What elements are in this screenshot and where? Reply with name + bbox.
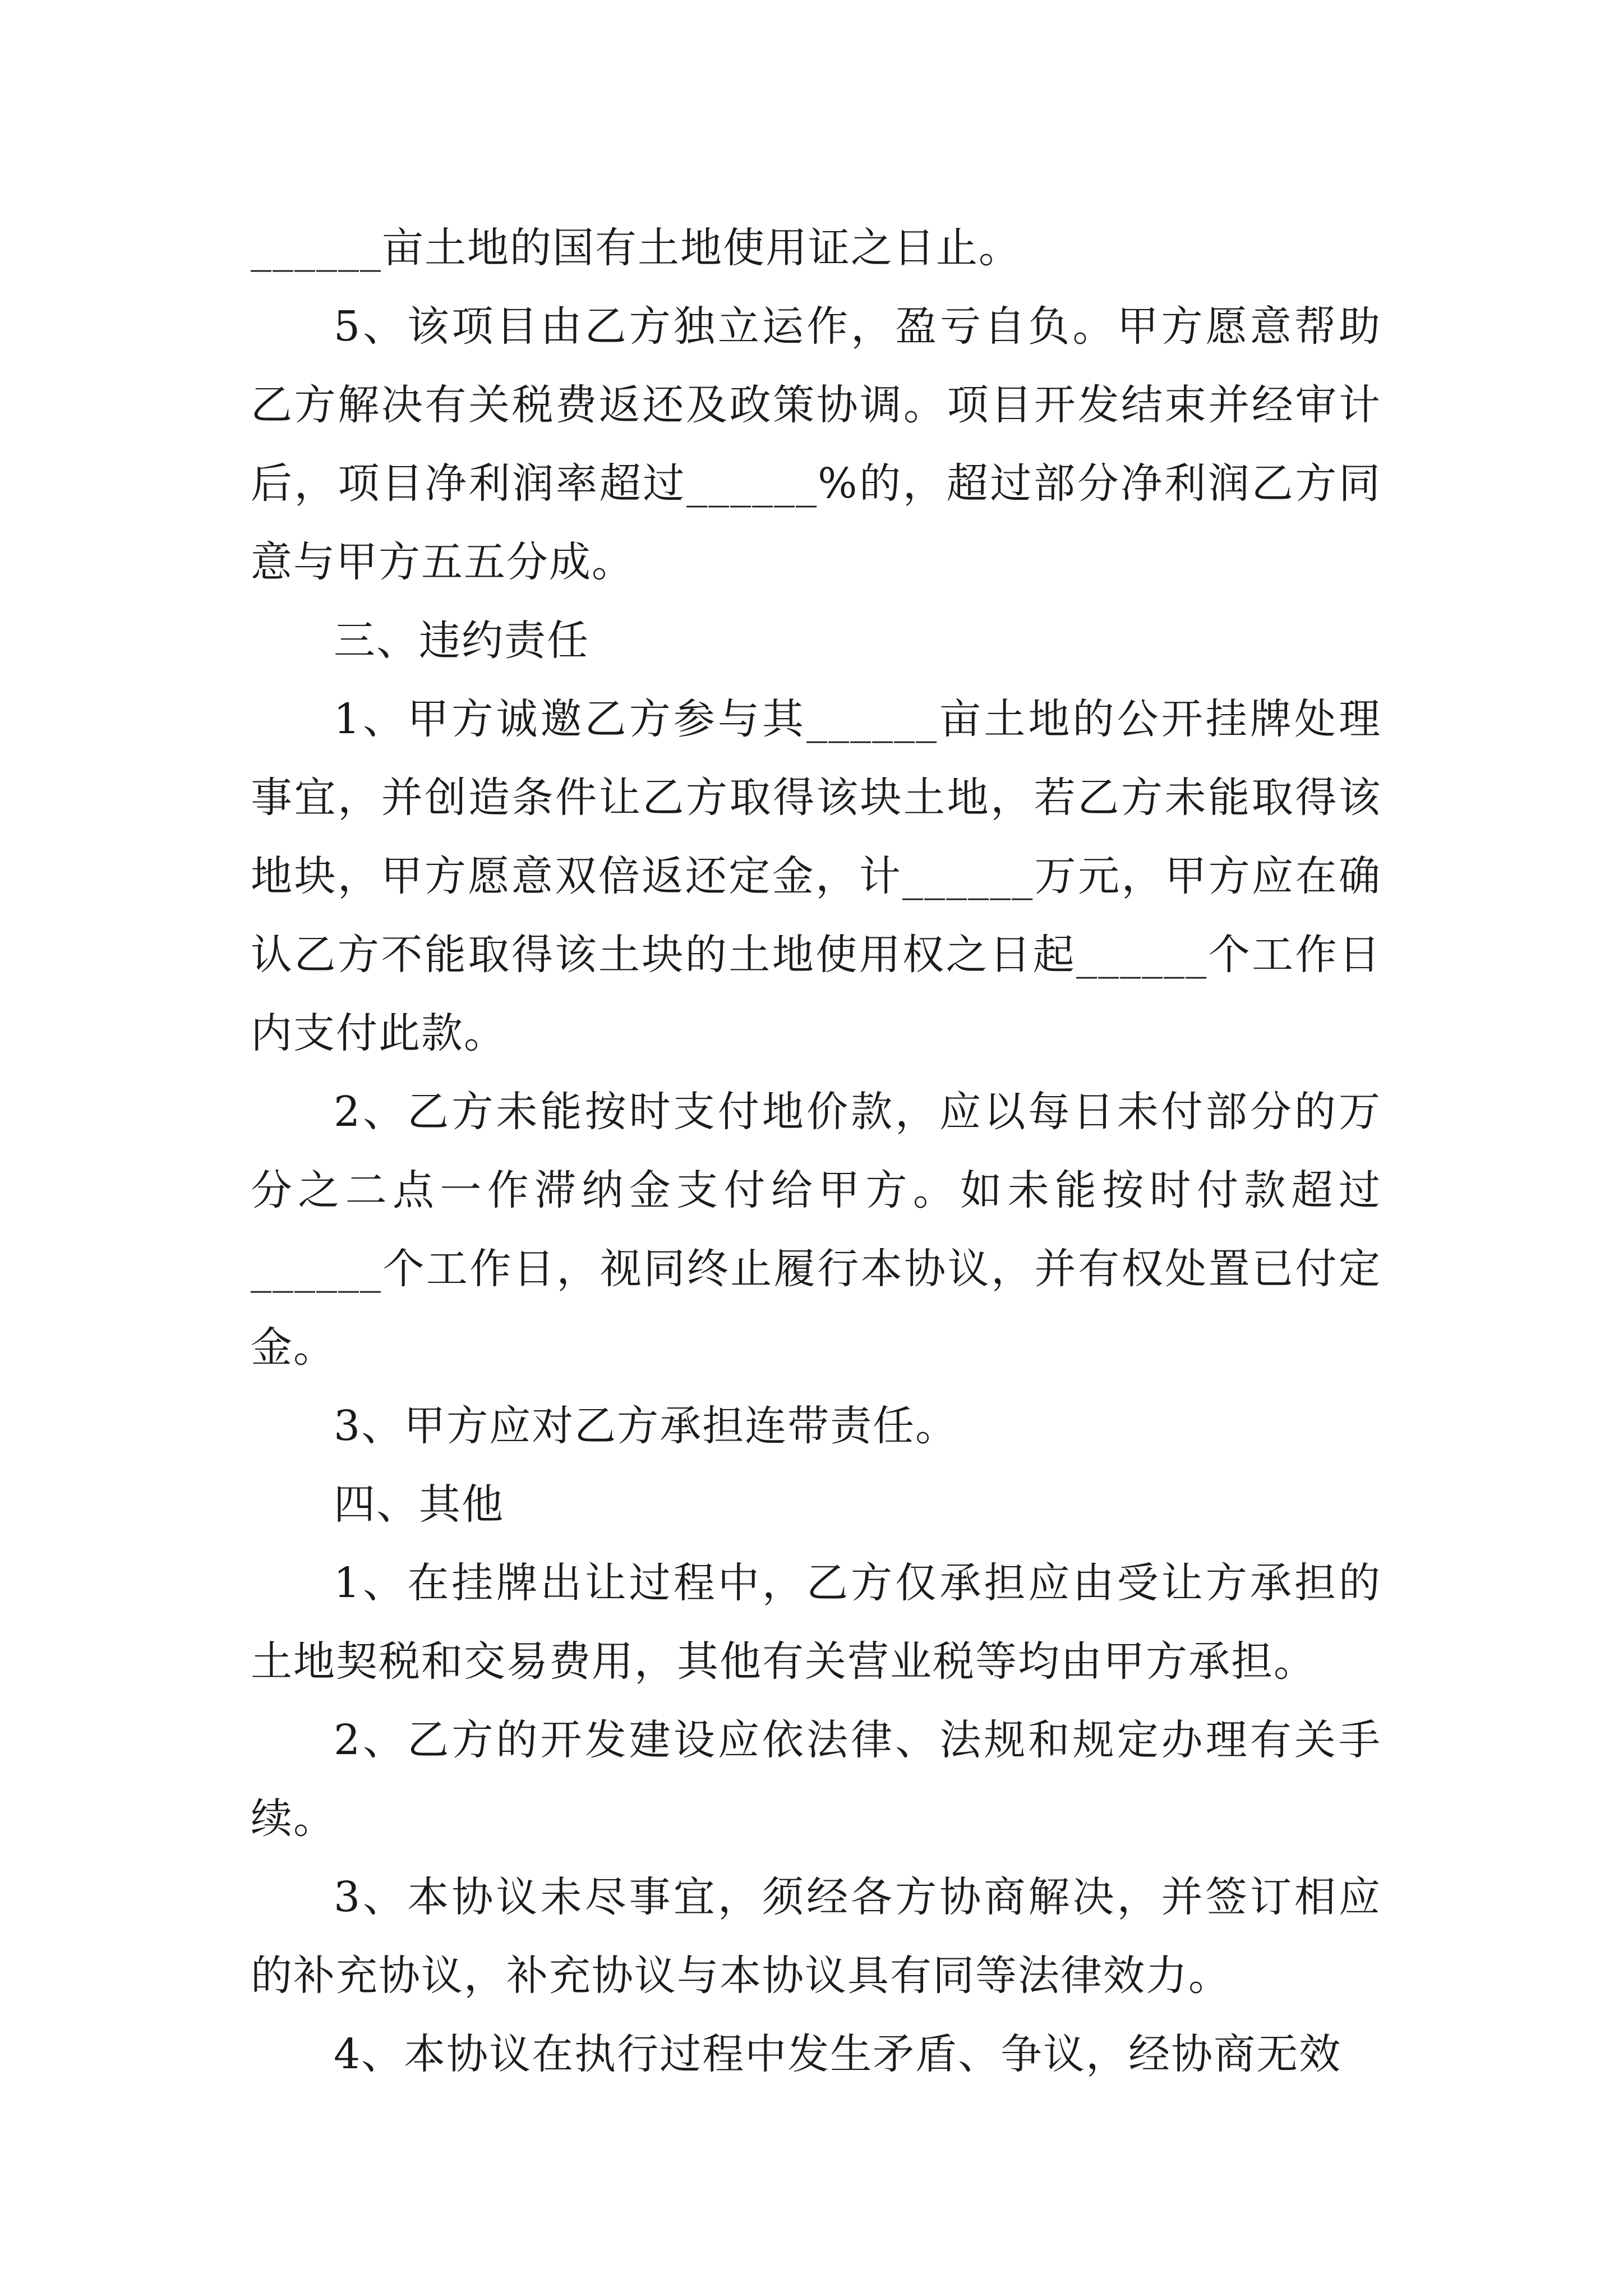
section-heading-breach-liability: 三、违约责任 [334, 616, 589, 665]
document-body [251, 209, 1381, 2093]
paragraph-breach-clause-2: 2、乙方未能按时支付地价款，应以每日未付部分的万分之二点一作滞纳金支付给甲方。如未能按时付款超过______个工作日，视同终止履行本协议，并有权处置已付定金。 [251, 1088, 1381, 1372]
paragraph-breach-clause-3: 3、甲方应对乙方承担连带责任。 [334, 1402, 958, 1450]
paragraph-breach-clause-1: 1、甲方诚邀乙方参与其______亩土地的公开挂牌处理事宜，并创造条件让乙方取得该块土地，若乙方未能取得该地块，甲方愿意双倍返还定金，计______万元，甲方应在确认乙方不能取得该土块的土地使用权之日起______个工作日内支付此款。 [251, 695, 1381, 1057]
paragraph-other-clause-3: 3、本协议未尽事宜，须经各方协商解决，并签订相应的补充协议，补充协议与本协议具有同等法律效力。 [251, 1873, 1381, 2000]
paragraph-other-clause-4: 4、本协议在执行过程中发生矛盾、争议，经协商无效 [334, 2030, 1342, 2078]
paragraph-other-clause-2: 2、乙方的开发建设应依法律、法规和规定办理有关手续。 [251, 1716, 1381, 1843]
section-heading-other: 四、其他 [334, 1480, 504, 1529]
paragraph-clause-5-profit-sharing: 5、该项目由乙方独立运作，盈亏自负。甲方愿意帮助乙方解决有关税费返还及政策协调。项目开发结束并经审计后，项目净利润率超过______%的，超过部分净利润乙方同意与甲方五五分成。 [251, 302, 1381, 586]
paragraph-other-clause-1: 1、在挂牌出让过程中，乙方仅承担应由受让方承担的土地契税和交易费用，其他有关营业税等均由甲方承担。 [251, 1559, 1381, 1686]
paragraph-continuation-land-certificate: ______亩土地的国有土地使用证之日止。 [251, 224, 1021, 272]
